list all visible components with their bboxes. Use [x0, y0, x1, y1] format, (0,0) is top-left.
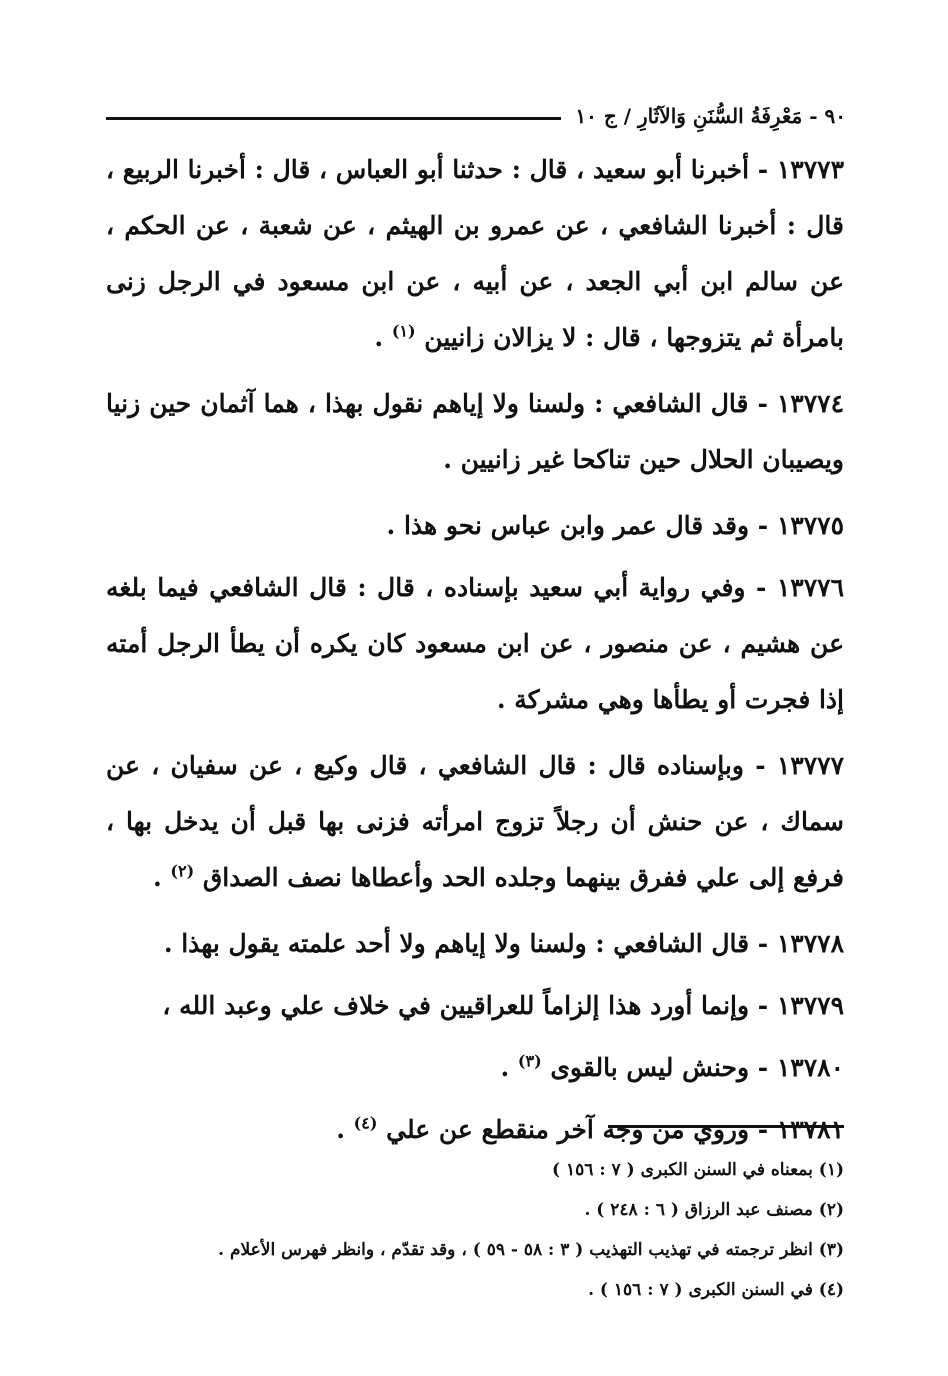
- paragraph-text: ١٣٧٧٣ - أخبرنا أبو سعيد ، قال : حدثنا أبو العباس ، قال : أخبرنا الربيع ، قال : أخبرنا الشافعي ، عن عمرو بن الهيثم ، عن شعبة ، عن الحكم ، عن سالم ابن أبي الجعد ، عن أبيه ، عن ابن مسعود في الرجل زنى بامرأة ثم يتزوجها ، قال : لا يزالان زانيين: [105, 155, 844, 352]
- paragraph-text: ١٣٧٨٠ - وحنش ليس بالقوى: [550, 1053, 844, 1082]
- footnote-ref: (٢): [170, 861, 195, 881]
- header-rule: [106, 117, 561, 120]
- footnote-ref: (٤): [353, 1113, 378, 1133]
- footnote-separator: [608, 1125, 844, 1128]
- paragraph-13775: [106, 498, 844, 554]
- paragraph-tail: .: [336, 1115, 354, 1144]
- footnote-ref: (١): [391, 321, 416, 341]
- paragraph-13779: [106, 978, 844, 1034]
- paragraph-text: ١٣٧٨١ - وروي من وجه آخر منقطع عن علي: [386, 1115, 844, 1144]
- footnote-ref: (٣): [517, 1051, 542, 1071]
- running-header: [106, 90, 846, 126]
- paragraph-13778: [106, 916, 844, 972]
- footnotes: [106, 1150, 844, 1310]
- paragraph-13776: [106, 560, 844, 728]
- paragraph-text: ١٣٧٧٦ - وفي رواية أبي سعيد بإسناده ، قال : قال الشافعي فيما بلغه عن هشيم ، عن منصور ، عن ابن مسعود كان يكره أن يطأ الرجل أمته إذا فجرت أو يطأها وهي مشركة .: [106, 573, 844, 714]
- paragraph-tail: .: [500, 1053, 518, 1082]
- footnote-2: (٢) مصنف عبد الرزاق ( ٦ : ٢٤٨ ) .: [584, 1200, 844, 1220]
- footnote-1: (١) بمعناه في السنن الكبرى ( ٧ : ١٥٦ ): [552, 1160, 844, 1180]
- footnote-3: (٣) انظر ترجمته في تهذيب التهذيب ( ٣ : ٥٨ - ٥٩ ) ، وقد تقدّم ، وانظر فهرس الأعلام .: [218, 1240, 844, 1260]
- paragraph-text: ١٣٧٧٨ - قال الشافعي : ولسنا ولا إياهم ولا أحد علمته يقول بهذا .: [163, 929, 844, 958]
- paragraph-tail: .: [374, 323, 392, 352]
- footnote-4: (٤) في السنن الكبرى ( ٧ : ١٥٦ ) .: [588, 1280, 844, 1300]
- header-title: ٩٠ - مَعْرِفَةُ السُّنَنِ وَالآثَارِ / ج ١٠: [575, 104, 846, 128]
- paragraph-text: ١٣٧٧٥ - وقد قال عمر وابن عباس نحو هذا .: [386, 511, 844, 540]
- paragraph-13780: [106, 1040, 844, 1096]
- paragraph-13773: [106, 142, 844, 366]
- main-text: [106, 142, 844, 1164]
- paragraph-tail: .: [152, 863, 171, 892]
- paragraph-text: ١٣٧٧٩ - وإنما أورد هذا إلزاماً للعراقيين في خلاف علي وعبد الله ،: [162, 991, 844, 1020]
- paragraph-text: ١٣٧٧٤ - قال الشافعي : ولسنا ولا إياهم نقول بهذا ، هما آثمان حين زنيا ويصيبان الحلال حين تناكحا غير زانيين .: [106, 389, 844, 474]
- paragraph-text: ١٣٧٧٧ - وبإسناده قال : قال الشافعي ، قال وكيع ، عن سفيان ، عن سماك ، عن حنش أن رجلاً تزوج امرأته فزنى بها قبل أن يدخل بها ، فرفع إلى علي ففرق بينهما وجلده الحد وأعطاها نصف الصداق: [106, 751, 844, 892]
- paragraph-13774: [106, 376, 844, 488]
- paragraph-13777: [106, 738, 844, 906]
